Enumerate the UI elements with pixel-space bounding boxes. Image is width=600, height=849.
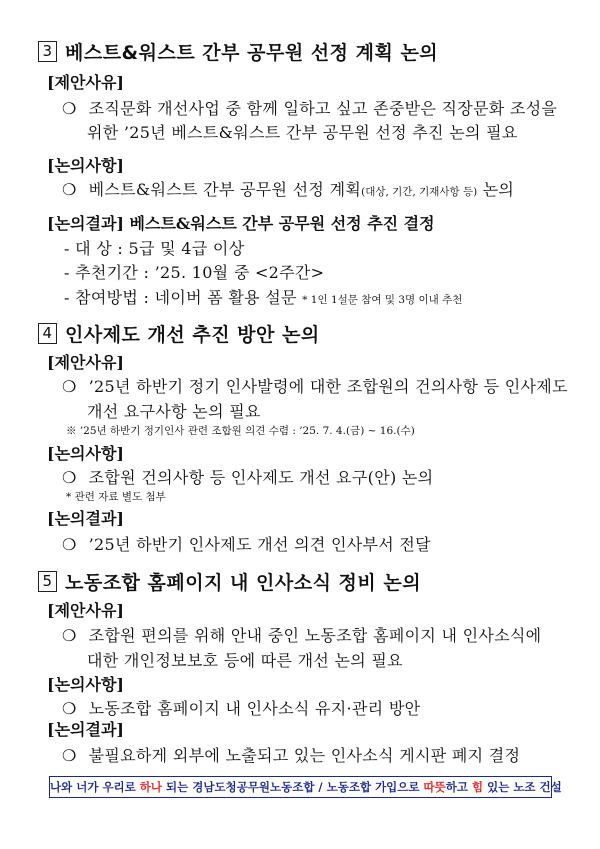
result-tag: [논의결과] 베스트&워스트 간부 공무원 선정 추진 결정 [47, 214, 435, 233]
bullet-icon: ❍ [62, 746, 77, 765]
bullet-icon: ❍ [62, 699, 77, 718]
bullet-icon: ❍ [62, 377, 77, 396]
detail-item: - 참여방법 : 네이버 폼 활용 설문 * 1인 1설문 참여 및 3명 이내 추천 [64, 288, 463, 307]
section-5-title [38, 568, 421, 595]
bullet-continuation: 대한 개인정보보호 등에 따른 개선 논의 필요 [87, 651, 403, 670]
section-number: 4 [38, 323, 57, 344]
result-tag: [논의결과] [47, 509, 124, 528]
bullet-item: ❍ 조합원 건의사항 등 인사제도 개선 요구(안) 논의 [62, 468, 434, 487]
discuss-tag: [논의사항] [47, 444, 124, 463]
bullet-continuation: 위한 ’25년 베스트&워스트 간부 공무원 선정 추진 논의 필요 [87, 123, 518, 142]
bullet-icon: ❍ [62, 468, 77, 487]
reason-tag: [제안사유] [47, 601, 124, 620]
bullet-icon: ❍ [62, 535, 77, 554]
reason-tag: [제안사유] [47, 73, 124, 92]
section-title-text: 베스트&워스트 간부 공무원 선정 계획 논의 [65, 42, 439, 64]
bullet-item: ❍ 베스트&워스트 간부 공무원 선정 계획(대상, 기간, 기재사항 등) 논의 [62, 180, 515, 199]
bullet-icon: ❍ [62, 626, 77, 645]
bullet-item: ❍ 노동조합 홈페이지 내 인사소식 유지·관리 방안 [62, 699, 421, 718]
section-title-text: 인사제도 개선 추진 방안 논의 [65, 324, 320, 346]
bullet-item: ❍ ’25년 하반기 정기 인사발령에 대한 조합원의 건의사항 등 인사제도 [62, 377, 568, 396]
bullet-item: ❍ 조합원 편의를 위해 안내 중인 노동조합 홈페이지 내 인사소식에 [62, 626, 542, 645]
discuss-note: * 관련 자료 별도 첨부 [66, 491, 166, 503]
discuss-tag: [논의사항] [47, 156, 124, 175]
bullet-continuation: 개선 요구사항 논의 필요 [87, 402, 261, 421]
bullet-item: ❍ 불필요하게 외부에 노출되고 있는 인사소식 게시판 폐지 결정 [62, 746, 521, 765]
detail-item: - 추천기간 : ’25. 10월 중 <2주간> [64, 263, 325, 282]
footer-slogan: 나와 너가 우리로 하나 되는 경남도청공무원노동조합 / 노동조합 가입으로 따뜻하고 힘 있는 노조 건설 [49, 776, 552, 798]
section-4-title [38, 320, 320, 347]
reason-note: ※ ’25년 하반기 정기인사 관련 조합원 의견 수렴 : ’25. 7. 4.(금) ~ 16.(수) [66, 425, 415, 437]
detail-item: - 대 상 : 5급 및 4급 이상 [64, 239, 245, 258]
bullet-icon: ❍ [62, 99, 77, 118]
section-3-title [38, 38, 438, 65]
section-title-text: 노동조합 홈페이지 내 인사소식 정비 논의 [65, 572, 422, 594]
result-tag: [논의결과] [47, 720, 124, 739]
reason-tag: [제안사유] [47, 353, 124, 372]
bullet-icon: ❍ [62, 180, 77, 199]
bullet-item: ❍ ’25년 하반기 인사제도 개선 의견 인사부서 전달 [62, 535, 431, 554]
section-number: 3 [38, 41, 57, 62]
section-number: 5 [38, 571, 57, 592]
discuss-tag: [논의사항] [47, 675, 124, 694]
bullet-item: ❍ 조직문화 개선사업 중 함께 일하고 싶고 존중받은 직장문화 조성을 [62, 99, 558, 118]
